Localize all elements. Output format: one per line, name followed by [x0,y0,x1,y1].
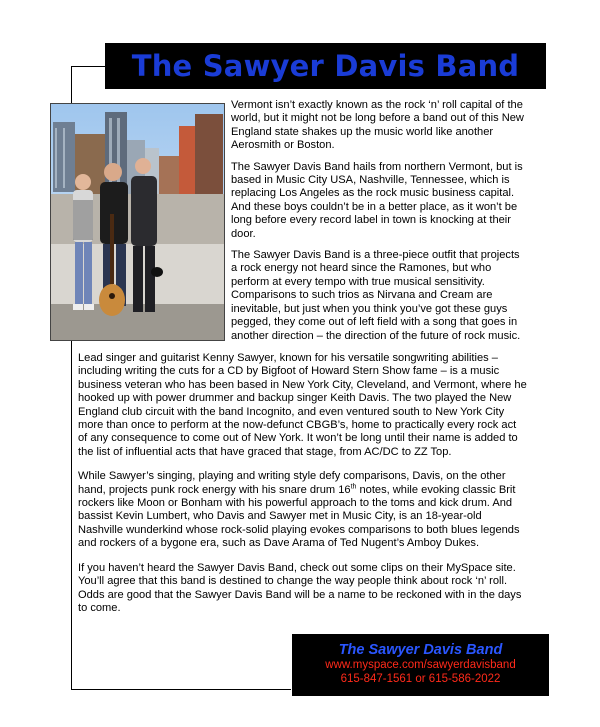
body-paragraph-1: Lead singer and guitarist Kenny Sawyer, known for his versatile songwriting abilities – including writing the cuts for a CD by Bigfoot of Howard Stern Show fame – is a music business veteran who has been based in New York City, Cleveland, and Vermont, where he hooked up with power drummer and backup singer Keith Davis. The two played the New England club circuit with the band Incognito, and even ventured south to New York City more than once to perform at the now-defunct CBGB’s, home to practically every rock act of any consequence to come out of New York. It won’t be long until their name is added to the list of influential acts that have graced that stage, from AC/DC to ZZ Top. [78,352,527,458]
ordinal-superscript: th [350,482,357,490]
body-paragraph-2-part-2: notes, while evoking classic Brit rockers like Moon or Bonham with his powerful approach to the toms and kick drum. And bassist Kevin Lumbert, who Davis and Sawyer met in Music City, is an 18-year-old Nashville wunderkind whose rock-solid playing evokes comparisons to both blues legends and rockers of a bygone era, such as Dave Arama of Ted Nugent’s Amboy Dukes. [78,483,520,550]
contact-myspace-url: www.myspace.com/sawyerdavisband [325,659,516,671]
body-column [78,352,528,626]
band-photo [50,103,225,341]
contact-phone-numbers: 615-847-1561 or 615-586-2022 [340,673,501,685]
body-paragraph-2-part-1: While Sawyer’s singing, playing and writing style defy comparisons, Davis, on the other hand, projects punk rock energy with his snare drum 16 [78,470,506,496]
title-banner [105,43,546,89]
intro-paragraph-2: The Sawyer Davis Band hails from northern Vermont, but is based in Music City USA, Nashville, Tennessee, which is replacing Los Angeles as the rock music business capital. And these boys couldn’t be in a better place, as it won’t be long before every record label in town is knocking at their door. [231,160,523,240]
intro-paragraph-3: The Sawyer Davis Band is a three-piece outfit that projects a rock energy not heard since the Ramones, but who perform at every tempo with true musical sensitivity. Comparisons to such trios as Nirvana and Cream are inevitable, but just when you think you’ve got these guys pegged, they come out of left field with a song that goes in another direction – the direction of the future of rock music. [231,249,521,342]
contact-box [292,634,549,696]
band-photo-image [51,104,224,340]
body-paragraph-2 [78,470,528,550]
contact-band-name: The Sawyer Davis Band [338,642,503,658]
intro-column [231,99,527,351]
frame-top-rule [71,66,105,67]
body-paragraph-3: If you haven’t heard the Sawyer Davis Band, check out some clips on their MySpace site. You’ll agree that this band is destined to change the way people think about rock ‘n’ roll. Odds are good that the Sawyer Davis Band will be a name to be reckoned with in the days to come. [78,561,522,614]
page-title: The Sawyer Davis Band [131,49,520,83]
frame-bottom-rule [71,689,291,690]
intro-paragraph-1: Vermont isn’t exactly known as the rock ‘n’ roll capital of the world, but it might not be long before a band out of this New England state shakes up the music world like another Aerosmith or Boston. [231,99,524,152]
